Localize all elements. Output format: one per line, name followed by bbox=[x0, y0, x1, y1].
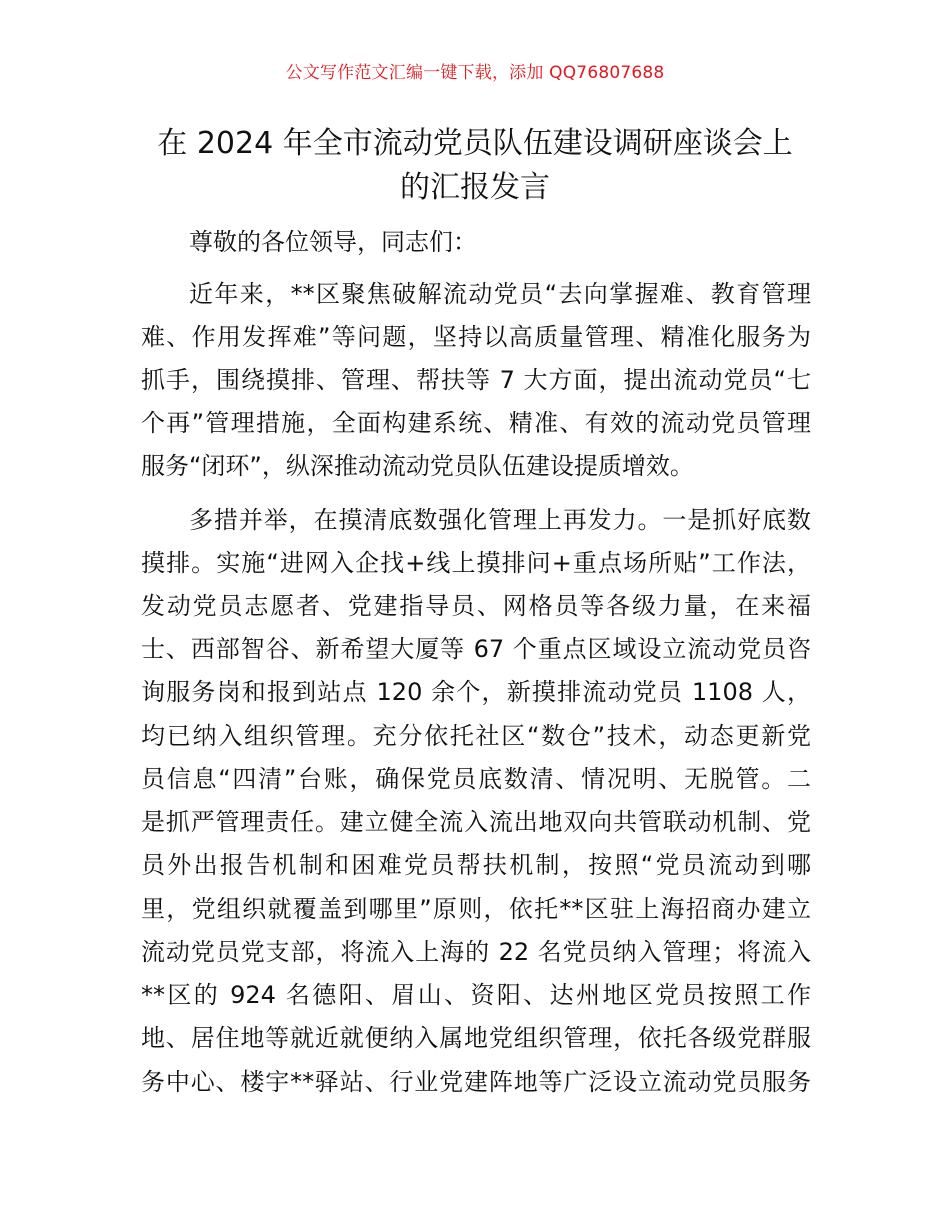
document-title-line-2: 的汇报发言 bbox=[400, 170, 550, 205]
salutation: 尊敬的各位领导，同志们： bbox=[189, 228, 477, 256]
paragraph-line: 难、作用发挥难”等问题，坚持以高质量管理、精准化服务为 bbox=[141, 323, 811, 351]
paragraph-line: 地、居住地等就近就便纳入属地党组织管理，依托各级党群服 bbox=[141, 1024, 811, 1052]
document-title-line-1: 在 2024 年全市流动党员队伍建设调研座谈会上 bbox=[157, 126, 793, 161]
watermark-header: 公文写作范文汇编一键下载，添加 QQ76807688 bbox=[285, 63, 665, 83]
paragraph-line: 员外出报告机制和困难党员帮扶机制，按照“党员流动到哪 bbox=[141, 851, 811, 879]
paragraph-line: 流动党员党支部，将流入上海的 22 名党员纳入管理；将流入 bbox=[141, 938, 811, 966]
paragraph-line: 发动党员志愿者、党建指导员、网格员等各级力量，在来福 bbox=[141, 592, 811, 620]
paragraph-line: 员信息“四清”台账，确保党员底数清、情况明、无脱管。二 bbox=[141, 765, 811, 793]
paragraph-line: 近年来，**区聚焦破解流动党员“去向掌握难、教育管理 bbox=[189, 280, 811, 308]
paragraph-line: 均已纳入组织管理。充分依托社区“数仓”技术，动态更新党 bbox=[141, 722, 811, 750]
paragraph-line: 多措并举，在摸清底数强化管理上再发力。一是抓好底数 bbox=[189, 506, 811, 534]
paragraph-line: 服务“闭环”，纵深推动流动党员队伍建设提质增效。 bbox=[141, 452, 694, 480]
paragraph-line: 抓手，围绕摸排、管理、帮扶等 7 大方面，提出流动党员“七 bbox=[141, 366, 811, 394]
paragraph-line: 里，党组织就覆盖到哪里”原则，依托**区驻上海招商办建立 bbox=[141, 895, 811, 923]
paragraph-line: **区的 924 名德阳、眉山、资阳、达州地区党员按照工作 bbox=[141, 981, 811, 1009]
paragraph-line: 个再”管理措施，全面构建系统、精准、有效的流动党员管理 bbox=[141, 409, 811, 437]
paragraph-line: 询服务岗和报到站点 120 余个，新摸排流动党员 1108 人， bbox=[141, 678, 811, 706]
paragraph-line: 士、西部智谷、新希望大厦等 67 个重点区域设立流动党员咨 bbox=[141, 635, 811, 663]
paragraph-line: 摸排。实施“进网入企找+线上摸排问+重点场所贴”工作法， bbox=[141, 549, 811, 577]
paragraph-line: 是抓严管理责任。建立健全流入流出地双向共管联动机制、党 bbox=[141, 808, 811, 836]
paragraph-line: 务中心、楼宇**驿站、行业党建阵地等广泛设立流动党员服务 bbox=[141, 1068, 811, 1096]
